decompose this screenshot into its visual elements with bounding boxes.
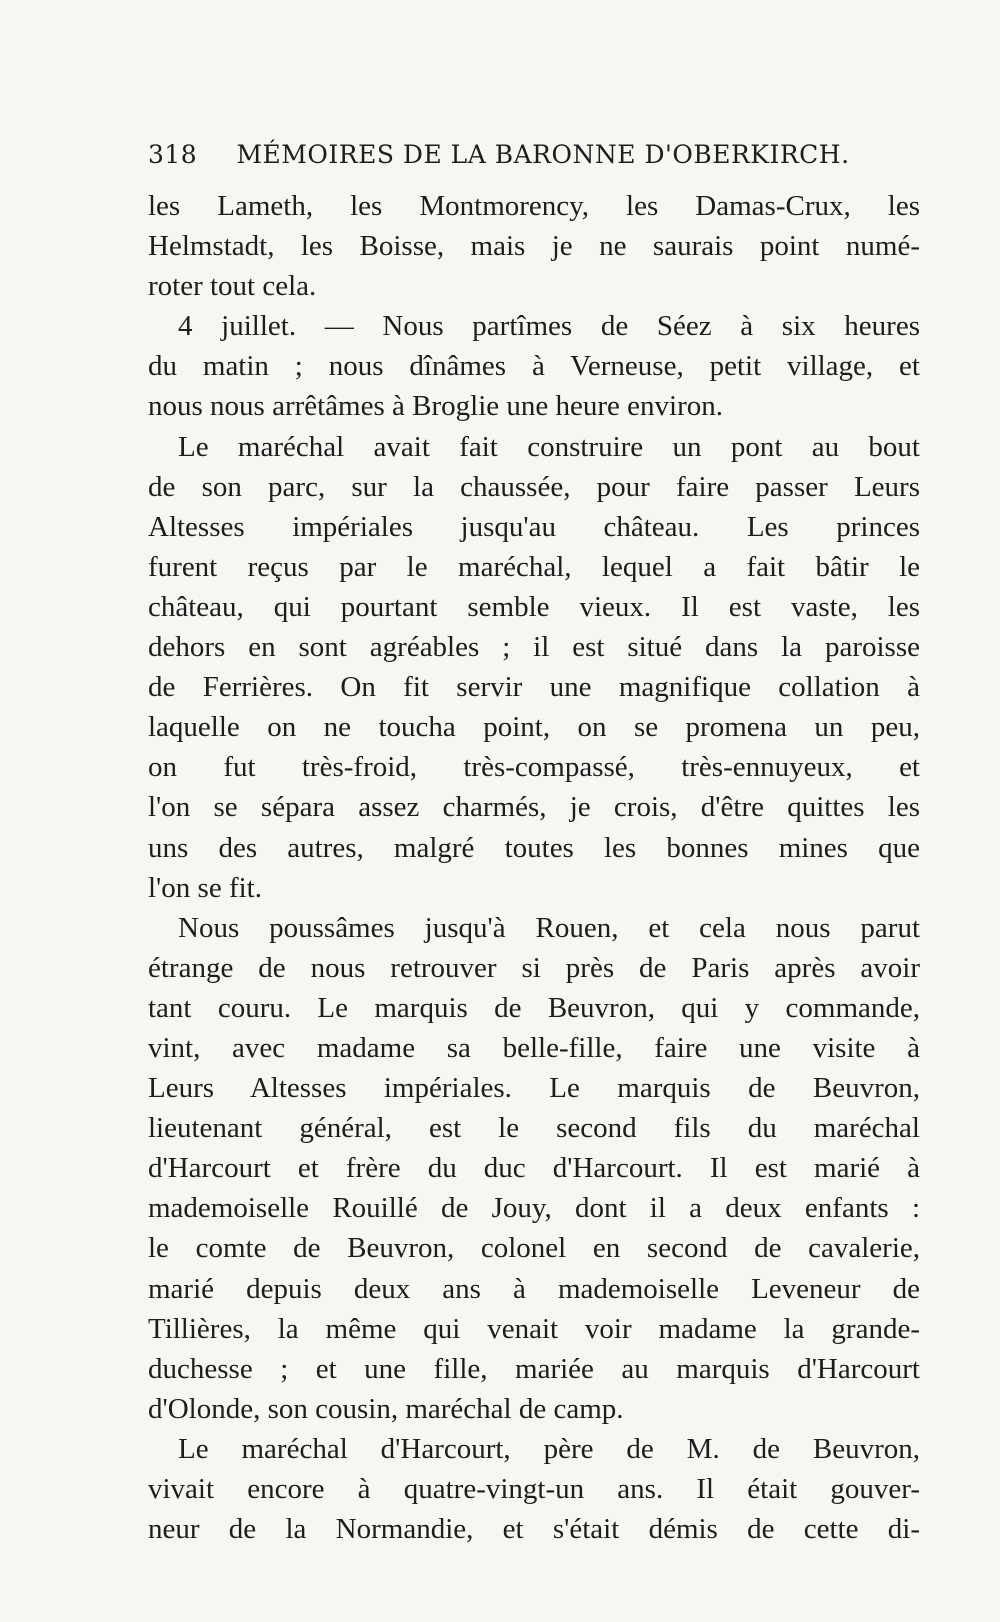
text-line: duchesse ; et une fille, mariée au marquis d'Harcourt: [148, 1352, 920, 1385]
text-line: dehors en sont agréables ; il est situé dans la paroisse: [148, 631, 920, 664]
text-line: vint, avec madame sa belle-fille, faire une visite à: [148, 1031, 920, 1064]
running-header: [148, 140, 928, 169]
text-line: vivait encore à quatre-vingt-un ans. Il était gouver-: [148, 1473, 920, 1505]
text-line: les Lameth, les Montmorency, les Damas-Crux, les: [148, 190, 920, 222]
text-line: l'on se sépara assez charmés, je crois, d'être quittes les: [148, 791, 920, 824]
text-line: on fut très-froid, très-compassé, très-ennuyeux, et: [148, 751, 920, 784]
text-line: Tillières, la même qui venait voir madame la grande-: [148, 1312, 920, 1345]
text-line: de Ferrières. On fit servir une magnifique collation à: [148, 671, 920, 704]
paragraph: [148, 186, 920, 306]
body-text: [148, 186, 920, 1549]
text-line: 4 juillet. — Nous partîmes de Séez à six heures: [178, 310, 920, 343]
page-number: 318: [148, 140, 198, 169]
text-line: Altesses impériales jusqu'au château. Les princes: [148, 510, 920, 543]
text-line: uns des autres, malgré toutes les bonnes mines que: [148, 831, 920, 864]
text-line: mademoiselle Rouillé de Jouy, dont il a deux enfants :: [148, 1192, 920, 1225]
paragraph: [148, 427, 920, 908]
text-line: d'Harcourt et frère du duc d'Harcourt. Il est marié à: [148, 1152, 920, 1185]
text-line: Nous poussâmes jusqu'à Rouen, et cela nous parut: [178, 911, 920, 944]
text-line: lieutenant général, est le second fils du maréchal: [148, 1112, 920, 1145]
text-line: marié depuis deux ans à mademoiselle Leveneur de: [148, 1272, 920, 1305]
text-line: laquelle on ne toucha point, on se promena un peu,: [148, 711, 920, 744]
text-line: Leurs Altesses impériales. Le marquis de Beuvron,: [148, 1072, 920, 1105]
text-line: neur de la Normandie, et s'était démis de cette di-: [148, 1513, 920, 1546]
text-line: château, qui pourtant semble vieux. Il est vaste, les: [148, 590, 920, 623]
paragraph: [148, 306, 920, 426]
paragraph: [148, 1429, 920, 1549]
text-line: nous nous arrêtâmes à Broglie une heure environ.: [148, 390, 723, 423]
text-line: le comte de Beuvron, colonel en second de cavalerie,: [148, 1232, 920, 1265]
text-line: l'on se fit.: [148, 871, 262, 904]
text-line: roter tout cela.: [148, 270, 317, 303]
text-line: furent reçus par le maréchal, lequel a fait bâtir le: [148, 550, 920, 583]
text-line: Helmstadt, les Boisse, mais je ne saurais point numé-: [148, 230, 920, 263]
running-title: MÉMOIRES DE LA BARONNE D'OBERKIRCH.: [236, 140, 850, 169]
text-line: de son parc, sur la chaussée, pour faire passer Leurs: [148, 470, 920, 503]
text-line: étrange de nous retrouver si près de Paris après avoir: [148, 951, 920, 984]
text-line: tant couru. Le marquis de Beuvron, qui y commande,: [148, 991, 920, 1024]
text-line: d'Olonde, son cousin, maréchal de camp.: [148, 1392, 624, 1425]
paragraph: [148, 908, 920, 1429]
text-line: du matin ; nous dînâmes à Verneuse, petit village, et: [148, 350, 920, 383]
text-line: Le maréchal avait fait construire un pont au bout: [178, 430, 920, 463]
text-line: Le maréchal d'Harcourt, père de M. de Beuvron,: [178, 1432, 920, 1465]
